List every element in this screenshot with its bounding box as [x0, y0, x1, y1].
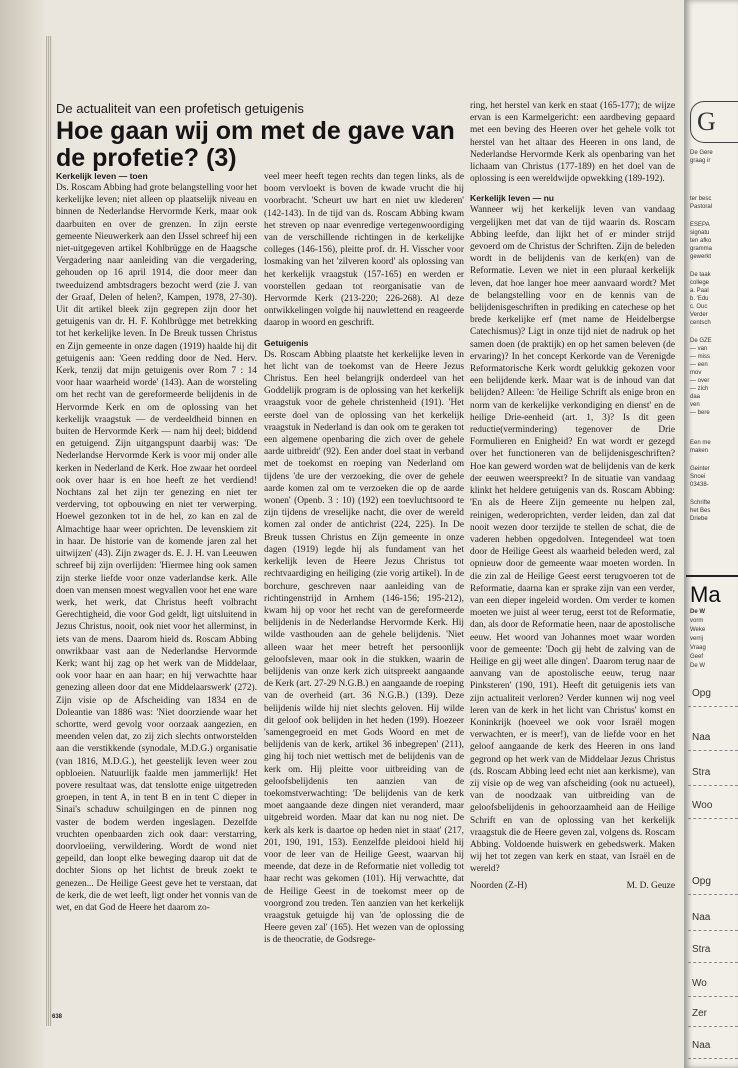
article-kicker: De actualiteit van een profetisch getuigenis: [56, 101, 304, 116]
adjacent-text-fragment: De taak: [690, 272, 711, 278]
adjacent-text-fragment: het Bes: [690, 508, 711, 514]
adjacent-text-fragment: graag ir: [690, 158, 711, 164]
adjacent-text-fragment: Pastoral: [690, 204, 713, 210]
adjacent-text-fragment: 03438-: [690, 482, 709, 488]
adjacent-text-fragment: Snoei: [690, 474, 706, 480]
adjacent-box-line: Vraag: [690, 645, 706, 651]
section-heading: Getuigenis: [264, 337, 309, 348]
adjacent-form-line: [688, 706, 738, 707]
adjacent-text-fragment: ESEPA: [690, 222, 710, 228]
adjacent-box-line: vorm: [690, 618, 704, 624]
adjacent-form-line: [688, 962, 738, 963]
adjacent-form-line: [688, 818, 738, 819]
adjacent-text-fragment: ven: [690, 402, 700, 408]
signature-author: M. D. Geuze: [626, 880, 675, 891]
adjacent-form-line: [688, 1026, 738, 1027]
adjacent-form-label: Wo: [692, 978, 707, 989]
paragraph: Ds. Roscam Abbing plaatste het kerkelijke leven in het licht van de toekomst van de Heere Jezus Christus. Een heel belangrijk onderdeel van het Goddelijk program is de oplossing van het kerkelijk vraagstuk voor de gehele christenheid (191). 'Het eerste doel van de oplossing van het kerkelijk vraagstuk in Nederland is dan ook om te geraken tot een algemene openbaring die zich over de gehele aarde uitbreidt' (92). Een ander doel staat in verband met de toekomst en roeping van Nederland om tijdens 'de ure der verzoeking, die over de gehele aarde komen zal om te verzoeken die op de aarde wonen' (Openb. 3 : 10) (192) een toevluchtsoord te zijn tijdens de vreselijke nacht, die over de wereld komen zal onder de antichrist (224, 225). In De Breuk tussen Christus en Zijn gemeente in onze dagen (1919) legde hij als fundament van het kerkelijk leven de Heere Jezus Christus tot rechtvaardiging en heiliging (zie vorig artikel). In de borchure, geschreven naar aanleiding van de richtingenstrijd in Arnhem (146-156; 195-212), kwam hij op voor het recht van de gereformeerde belijdenis in de Nederlandse Hervormde Kerk. Hij wilde vasthouden aan de gehele belijdenis. 'Niet alleen waar het meer betreft het persoonlijk geloofsleven, maar ook in die stukken, waarin de belijdenis van onze kerk zich uitspreekt aangaande de Kerk (art. 27-29 N.G.B.) en aangaande de roeping van de overheid (art. 36 N.G.B.) (139). Deze belijdenis wilde hij niet slechts geloven. Hij wilde dit geloof ook belijden in het heden (199). Hoezeer 'samengegroeid en met Gods Woord en met de belijdenis van de kerk, artikel 36 inbegrepen' (211), ging hij toch niet wettisch met de belijdenis van de kerk om. Hij pleitte voor uitbreiding van de geloofsbelijdenis ten aanzien van de toekomstverwachting: 'De belijdenis van de kerk moet aangaande deze dingen niet veranderd, maar uitgebreid worden. Maar dat kan nu nog niet. De kerk als kerk is daartoe op heden niet in staat' (217, 201, 190, 191, 153). Eenzelfde pleidooi hield hij voor de leer van de Heilige Geest, waarvan hij meende, dat deze in de Reformatie niet volledig tot haar recht was gekomen (101). Hij verwachtte, dat de Heilige Geest in de toekomst meer op de voorgrond zou treden. Ten aanzien van het kerkelijk vraagstuk getuigde hij van 'de oplossing die de Heere geven zal' (165). Het wezen van de oplossing is de theocratie, de Godsrege-: [264, 349, 464, 946]
adjacent-text-fragment: maken: [690, 448, 709, 454]
adjacent-text-fragment: — zich: [690, 386, 709, 392]
adjacent-form-label: Woo: [692, 800, 713, 811]
paragraph: Wanneer wij het kerkelijk leven van vandaag vergelijken met dat van de tijd waarin ds. Roscam Abbing leefde, dan lijkt het of er minder strijd gevoerd om de Christus der Schriften. Zijn de beleden wordt in de belijdenis van de kerk(en) van de Reformatie. Leven we niet in een pluraal kerkelijk leven, dat hoe langer hoe meer aanvaard wordt? Met de belangstelling voor en de kennis van de belijdenisgeschriften in prediking en catechese op het brede kerkelijke erf (met name de Heidelbergse Catechismus)? Ligt in onze tijd niet de nadruk op het samen doen (de praktijk) en op het samen beleven (de ervaring)? In het concept Kerkorde van de Verenigde Reformatorische Kerk wordt gelukkig gekozen voor een belijdende kerk. Maar wat is de inhoud van dat belijden? Alleen: 'de Heilige Schrift als enige bron en norm van de kerkelijke verkondiging en dienst' en de heilige Drie-eenheid (art. 1, 3)? Is dit geen reductie(vermindering) tegenover de Drie Formulieren en Enigheid? En wat wordt er gezegd over het functioneren van de belijdenisgeschriften? Hoe kan gewerd worden wat de belijdenis van de kerk der eeuwen weerspreekt? In de situatie van vandaag klinkt het heldere getuigenis van ds. Roscam Abbing: 'En als de Heere Zijn gemeente nu helpen zal, reinigen, wederoprichten, verder leiden, dan zal dat nooit wezen door terzijde te stellen de schat, die de vaderen hebben opgedolven. Integendeel wat toen door de Heilige Geest als waarheid beleden werd, zal opnieuw door de gemeente waar moeten worden. In die zin zal de Heilige Geest eerst terugvoeren tot de Reformatie, daarna kan er sprake zijn van een verder, van een dieper ingeleid worden. Om verder te komen moeten we juist al weer terug, eerst tot de Reformatie, dan, als door de Reformatie heen, naar de apostolische eeuw. Het woord van Johannes moet waar worden voor de gemeente: 'Doch gij hebt de zalving van de Heilige en gij weet alle dingen'. Daarom terug naar de aanvang van de apostolische eeuw, terug naar Pinksteren' (190, 191). Heeft dit getuigenis iets van zijn actualiteit verloren? Verder kunnen wij nog veel leren van de kerk in het licht van Christus' komst en Koninkrijk (hoeveel we ook voor Israël mogen verwachten, er is meer!), van de liefde voor en het geloof aangaande de kerk des Heeren in ons land gegrond op het werk van de Middelaar Jezus Christus (ds. Roscam Abbing leed echt niet aan kerkisme), van zij visie op de weg van afscheiding (ook nu actueel), van de noodzaak van uitbreiding van de geloofsbelijdenis in gehoorzaamheid aan de Heilige Schrift en van de oplossing van het kerkelijk vraagstuk die de Heere geven zal, volgens ds. Roscam Abbing. Voldoende huiswerk en gebedswerk. Maken wij het tot zegen van kerk en staat, van Israël en de wereld?: [470, 205, 675, 875]
paragraph: veel meer heeft tegen rechts dan tegen links, als de boom vervloekt is boven de kwade vrucht die hij voorbracht. 'Scheurt uw hart en niet uw klederen' (142-143). In de tijd van ds. Roscam Abbing kwam het streven op naar evenredige vertegenwoordiging van de verschillende richtingen in de kerkelijke colleges (146-156), pleitte prof. dr. H. Visscher voor losmaking van het 'zilveren koord' als oplossing van het kerkelijk vraagstuk (157-165) en werden er voorstellen gedaan tot reorganisatie van de Hervormde Kerk (213-220; 226-268). Al deze ontwikkelingen volgde hij nauwlettend en reageerde daarop in woord en geschrift.: [264, 172, 464, 329]
adjacent-logo: G: [690, 101, 738, 143]
column-3: [470, 100, 675, 892]
signature-place: Noorden (Z-H): [470, 880, 528, 891]
adjacent-text-fragment: b. 'Edu: [690, 296, 709, 302]
page-edge-stack: [46, 36, 52, 1026]
adjacent-box-line: Weke: [690, 627, 706, 633]
adjacent-form-line: [688, 1058, 738, 1059]
adjacent-text-fragment: Een me: [690, 440, 711, 446]
adjacent-form-label: Naa: [692, 1040, 711, 1051]
adjacent-text-fragment: Geinter: [690, 466, 710, 472]
adjacent-text-fragment: gramma: [690, 246, 713, 252]
adjacent-form-line: [688, 930, 738, 931]
adjacent-box-line: De W: [690, 609, 705, 615]
adjacent-text-fragment: Schrifte: [690, 500, 711, 506]
section-heading: Kerkelijk leven — nu: [470, 193, 555, 204]
column-1: [56, 171, 257, 914]
adjacent-text-fragment: ten afko: [690, 238, 712, 244]
adjacent-text-fragment: mov: [690, 370, 702, 376]
adjacent-text-fragment: ter besc: [690, 196, 712, 202]
signature: [470, 880, 675, 892]
section-heading: Kerkelijk leven — toen: [56, 171, 148, 181]
adjacent-text-fragment: — een: [690, 362, 708, 368]
adjacent-form-label: Zer: [692, 1008, 707, 1019]
article-title: Hoe gaan wij om met de gave van de profetie? (3): [56, 117, 455, 172]
adjacent-form-line: [688, 894, 738, 895]
adjacent-text-fragment: Driebe: [690, 516, 708, 522]
adjacent-text-fragment: — bere: [690, 410, 710, 416]
adjacent-text-fragment: signatu: [690, 230, 710, 236]
adjacent-text-fragment: De Gere: [690, 150, 713, 156]
adjacent-form-label: Opg: [692, 688, 711, 699]
adjacent-text-fragment: Verder: [690, 312, 708, 318]
adjacent-form-label: Naa: [692, 732, 711, 743]
paragraph: ring, het herstel van kerk en staat (165-177); de wijze ervan is een Karmelgericht: een aardbeving gepaard met een beving des Heeren over het gehele volk tot herstel van het altaar des Heeren in ons land, de Nederlandse Hervormde Kerk als openbaring van het lichaam van Christus (177-189) en het doel van de oplossing is een wereldwijde opwekking (189-192).: [470, 101, 675, 185]
adjacent-form-label: Naa: [692, 912, 711, 923]
adjacent-form-label: Opg: [692, 876, 711, 887]
page-number: 638: [52, 1014, 63, 1020]
adjacent-text-fragment: De GZE: [690, 338, 712, 344]
adjacent-text-fragment: college: [690, 280, 710, 286]
adjacent-form-label: Stra: [692, 767, 711, 778]
adjacent-text-fragment: centsch: [690, 320, 711, 326]
page-binding: [0, 0, 46, 1068]
adjacent-text-fragment: daa: [690, 394, 701, 400]
adjacent-box-title: Ma: [690, 582, 721, 607]
paragraph: Ds. Roscam Abbing had grote belangstelling voor het kerkelijke leven; niet alleen op plaatselijk niveau en binnen de Nederlandse Hervormde Kerk, maar ook daarbuiten en over de grenzen. In zijn eerste gemeente Nieuwerkerk aan den IJssel schreef hij een niet-uitgegeven artikel Kohlbrügge en de Haagsche Vergadering naar aanleiding van die vergadering, gehouden op 16 april 1914, die door meer dan tweeduizend ambtsdragers bezocht werd (zie J. van der Graaf, Delen of helen?, Kampen, 1978, 27-30). Uit dit artikel bleek zijn gegrepen zijn door het getuigenis van dr. H. F. Kohlbrügge met betrekking tot het kerkelijke leven. In De Breuk tussen Christus en Zijn gemeente in onze dagen (1919) haalde hij dit getuigenis aan: 'Geen redding door de Ned. Herv. Kerk, tenzij dat mijn getuigenis over Rom 7 : 14 voor haar waarheid worde' (143). Aan de worsteling om het recht van de gereformeerde belijdenis in de Hervormde Kerk en om de oplossing van het kerkelijk vraagstuk — de verdeeldheid binnen en buiten de Hervormde Kerk — nam hij deel; biddend en getuigend. Zijn uitgangspunt daarbij was: 'De Nederlandse Hervormde Kerk is voor mij onder alle kerken in Nederland de Kerk. Hoe zwaar het oordeel ook over haar is en hoe heeft ze het verdiend! Nochtans zal het zijn ter genezing en niet ter verderving, tot opbouwing en niet ter verwerping. Hoewel gezonken tot in de hel, zo kan en zal de Almachtige haar weer oprichten. De levenskiem zit in haar. De historie van de komende jaren zal het uitwijzen' (43). Zijn zwager ds. E. J. H. van Leeuwen schreef bij zijn overlijden: 'Hiermee hing ook samen zijn sterke liefde voor onze vaderlandse kerk. Alle doen van mensen moest wegvallen voor het ene ware werk, het werk, dat Christus heeft volbracht Gerechtigheid, die voor God geldt, ligt uitsluitend in Jezus Christus, nooit, ook niet voor het allerminst, in iets van de mens. Daarom hield ds. Roscam Abbing onwrikbaar vast aan de Nederlandse Hervormde Kerk; want hij zag op het werk van de Middelaar, ook voor haar en aan haar; en hij verwachtte haar genezing alleen door dat ene Middelaarswerk' (272). Zijn visie op de Afscheiding van 1834 en de Doleantie van 1886 was: 'Niet doorziende waar het schortte, werd gevolg voor oorzaak aangezien, en meenden velen dat, zo zij zich slechts ontworstelden aan die verstikkende (synodale, M.D.G.) organisatie (van 1816, M.D.G.), het geestelijk leven weer zou opbloeien. Natuurlijk faalde men jammerlijk! Het povere resultaat was, dat tenslotte enige uitgetreden groepen, in tent A, in tent B en in tent C dieper in Sinai's schaduw schuilgingen en de pinnen nog vaster de bodem werden ingeslagen. Dezelfde vruchten openbaarden zich ook daar: verstarring, doorvloeiing, verwildering. Wordt de wond niet gepeild, dan loopt elke beweging daarop uit dat de dochter Sions op het lichtst de breuk zoekt te genezen... De Heilige Geest geve het te verstaan, dat de kerk, die de wet leeft, ligt onder het vonnis van de wet, en dat God de Heere het daarom zo-: [56, 183, 258, 913]
column-2: [264, 171, 464, 947]
adjacent-box-line: Geef: [690, 654, 704, 660]
adjacent-form-line: [688, 785, 738, 786]
adjacent-box-line: verrij: [690, 636, 703, 642]
adjacent-form-label: Stra: [692, 944, 711, 955]
adjacent-text-fragment: — van: [690, 346, 708, 352]
adjacent-text-fragment: — miss: [690, 354, 710, 360]
adjacent-text-fragment: — over: [690, 378, 710, 384]
adjacent-text-fragment: c. Ouc: [690, 304, 708, 310]
adjacent-form-line: [688, 750, 738, 751]
adjacent-box-line: De W: [690, 663, 705, 669]
adjacent-form-line: [688, 996, 738, 997]
adjacent-text-fragment: gewerkt: [690, 254, 712, 260]
adjacent-text-fragment: a. Paal: [690, 288, 709, 294]
